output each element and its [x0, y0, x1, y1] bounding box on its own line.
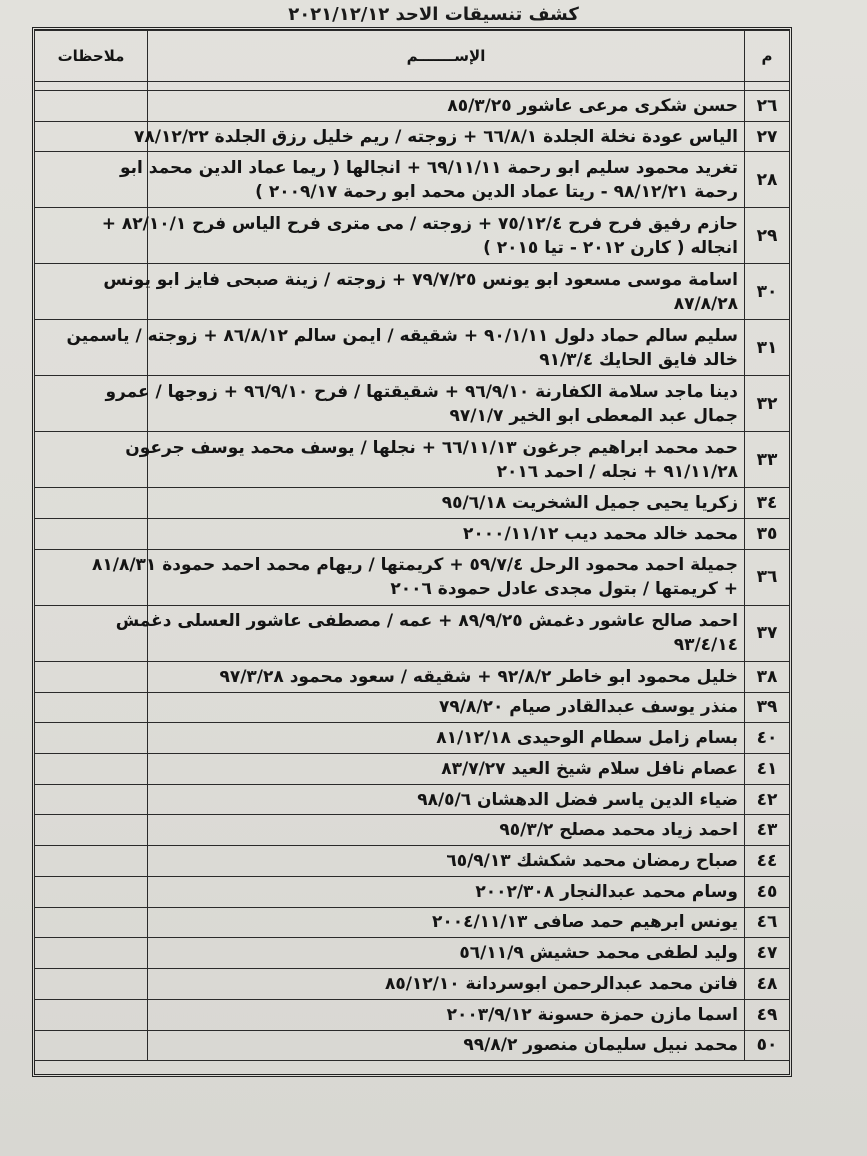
row-name: [148, 969, 745, 1000]
row-name: [92, 549, 745, 605]
table-row: [35, 488, 790, 519]
table-row: [35, 661, 790, 692]
table-row: [35, 907, 790, 938]
row-notes: [35, 815, 148, 846]
header-name: الإســـــــم: [148, 31, 745, 82]
row-number: ٥٠: [745, 1030, 790, 1061]
row-number: ٣١: [745, 320, 790, 376]
row-number: ٣٤: [745, 488, 790, 519]
row-notes: [35, 519, 148, 550]
row-name: [148, 692, 745, 723]
row-name: [120, 152, 745, 208]
table-row: [35, 723, 790, 754]
names-table: [34, 30, 790, 1061]
table-row: [35, 432, 790, 488]
row-name: [148, 754, 745, 785]
table-row: [35, 320, 790, 376]
row-name-line: صباح رمضان محمد شكشك ٦٥/٩/١٣: [446, 851, 738, 872]
row-name: [148, 91, 745, 122]
row-name: [125, 432, 745, 488]
row-number: ٣٢: [745, 376, 790, 432]
row-number: ٢٦: [745, 91, 790, 122]
table-row: [35, 208, 790, 264]
table-row: [35, 1030, 790, 1061]
row-name-line: انجاله ( كارن ٢٠١٢ - تيا ٢٠١٥ ): [483, 237, 738, 258]
row-number: ٤٩: [745, 999, 790, 1030]
row-name: [148, 784, 745, 815]
row-name: [115, 605, 745, 661]
row-number: ٢٩: [745, 208, 790, 264]
row-number: ٣٠: [745, 264, 790, 320]
header-number: م: [745, 31, 790, 82]
row-number: ٣٩: [745, 692, 790, 723]
row-name-line: اسامة موسى مسعود ابو يونس ٧٩/٧/٢٥ + زوجته / زينة صبحى فايز ابو يونس: [103, 269, 738, 290]
row-name-line: دينا ماجد سلامة الكفارنة ٩٦/٩/١٠ + شقيقتها / فرح ٩٦/٩/١٠ + زوجها / عمرو: [105, 381, 738, 402]
row-number: ٤١: [745, 754, 790, 785]
page-title: كشف تنسيقات الاحد ٢٠٢١/١٢/١٢: [288, 4, 579, 25]
row-notes: [35, 488, 148, 519]
row-name-line: محمد نبيل سليمان منصور ٩٩/٨/٢: [463, 1035, 738, 1056]
row-name: [148, 846, 745, 877]
row-name: [148, 815, 745, 846]
row-name-line: جميلة احمد محمود الرحل ٥٩/٧/٤ + كريمتها / ريهام محمد احمد حمودة ٨١/٨/٣١: [92, 555, 738, 576]
row-name-line: تغريد محمود سليم ابو رحمة ٦٩/١١/١١ + انجالها ( ريما عماد الدين محمد ابو: [120, 157, 738, 178]
row-notes: [35, 1030, 148, 1061]
row-name-line: ٨٧/٨/٢٨: [673, 293, 738, 314]
table-row: [35, 605, 790, 661]
row-number: ٤٨: [745, 969, 790, 1000]
row-name-line: ٩٣/٤/١٤: [673, 635, 738, 656]
row-name-line: خالد فايق الحايك ٩١/٣/٤: [539, 349, 738, 370]
row-name: [148, 938, 745, 969]
row-name: [105, 376, 745, 432]
table-row: [35, 264, 790, 320]
row-name: [66, 320, 745, 376]
row-number: ٣٣: [745, 432, 790, 488]
row-number: ٣٥: [745, 519, 790, 550]
row-notes: [35, 661, 148, 692]
row-name-line: عصام نافل سلام شيخ العيد ٨٣/٧/٢٧: [441, 758, 738, 779]
row-notes: [35, 754, 148, 785]
table-row: [35, 519, 790, 550]
row-number: ٣٧: [745, 605, 790, 661]
row-notes: [35, 723, 148, 754]
row-name-line: حمد محمد ابراهيم جرغون ٦٦/١١/١٣ + نجلها / يوسف محمد يوسف جرعون: [125, 437, 738, 458]
row-number: ٤٣: [745, 815, 790, 846]
row-name: [148, 723, 745, 754]
table-row: [35, 815, 790, 846]
row-name-line: وليد لطفى محمد حشيش ٥٦/١١/٩: [459, 943, 738, 964]
table-row: [35, 876, 790, 907]
row-name-line: منذر يوسف عبدالقادر صيام ٧٩/٨/٢٠: [439, 697, 738, 718]
row-notes: [35, 846, 148, 877]
row-name-line: خليل محمود ابو خاطر ٩٢/٨/٢ + شقيقه / سعود محمود ٩٧/٣/٢٨: [219, 666, 738, 687]
row-name-line: احمد زياد محمد مصلح ٩٥/٣/٢: [499, 820, 738, 841]
table-row: [35, 754, 790, 785]
row-notes: [35, 784, 148, 815]
table-row: [35, 549, 790, 605]
row-name-line: حسن شكرى مرعى عاشور ٨٥/٣/٢٥: [447, 95, 738, 116]
row-number: ٣٨: [745, 661, 790, 692]
row-number: ٤٤: [745, 846, 790, 877]
row-number: ٤٥: [745, 876, 790, 907]
row-name-line: بسام زامل سطام الوحيدى ٨١/١٢/١٨: [436, 728, 738, 749]
row-name-line: الياس عودة نخلة الجلدة ٦٦/٨/١ + زوجته / ريم خليل رزق الجلدة ٧٨/١٢/٢٢: [134, 126, 738, 147]
row-name-line: وسام محمد عبدالنجار ٢٠٠٢/٣٠٨: [475, 881, 738, 902]
row-notes: [35, 938, 148, 969]
row-name-line: فاتن محمد عبدالرحمن ابوسردانة ٨٥/١٢/١٠: [384, 973, 738, 994]
row-notes: [35, 907, 148, 938]
row-name-line: جمال عبد المعطى ابو الخير ٩٧/١/٧: [449, 405, 738, 426]
row-name: [148, 999, 745, 1030]
row-name: [148, 907, 745, 938]
row-name: [148, 1030, 745, 1061]
header-notes: ملاحظات: [35, 31, 148, 82]
row-name: [148, 661, 745, 692]
row-name-line: اسما مازن حمزة حسونة ٢٠٠٣/٩/١٢: [446, 1004, 738, 1025]
table-row: [35, 969, 790, 1000]
row-notes: [35, 999, 148, 1030]
row-name-line: يونس ابرهيم حمد صافى ٢٠٠٤/١١/١٣: [431, 912, 738, 933]
row-notes: [35, 692, 148, 723]
row-name-line: محمد خالد محمد ديب ٢٠٠٠/١١/١٢: [462, 524, 738, 545]
row-name: [148, 876, 745, 907]
row-number: ٤٠: [745, 723, 790, 754]
row-number: ٢٨: [745, 152, 790, 208]
row-number: ٣٦: [745, 549, 790, 605]
row-name-line: حازم رفيق فرح فرح ٧٥/١٢/٤ + زوجته / مى مترى فرح الياس فرح ٨٢/١٠/١ +: [101, 213, 738, 234]
row-name: [134, 121, 745, 152]
row-name-line: زكريا يحيى جميل الشخريت ٩٥/٦/١٨: [441, 493, 738, 514]
table-body: [35, 82, 790, 1061]
row-notes: [35, 876, 148, 907]
table-row: [35, 846, 790, 877]
table-row: [35, 692, 790, 723]
row-notes: [35, 121, 148, 152]
row-name-line: ٩١/١١/٢٨ + نجله / احمد ٢٠١٦: [496, 461, 738, 482]
table-row: [35, 121, 790, 152]
row-name: [103, 264, 745, 320]
row-name: [101, 208, 745, 264]
row-number: ٤٦: [745, 907, 790, 938]
row-name-line: ضياء الدين ياسر فضل الدهشان ٩٨/٥/٦: [417, 789, 738, 810]
row-notes: [35, 91, 148, 122]
table-row: [35, 999, 790, 1030]
row-name-line: + كريمتها / بتول مجدى عادل حمودة ٢٠٠٦: [390, 579, 738, 600]
table-row: [35, 938, 790, 969]
table-row: [35, 152, 790, 208]
row-name-line: احمد صالح عاشور دغمش ٨٩/٩/٢٥ + عمه / مصطفى عاشور العسلى دغمش: [115, 611, 738, 632]
table-row: [35, 91, 790, 122]
row-name: [148, 488, 745, 519]
row-name-line: رحمة ٩٨/١٢/٢١ - ريتا عماد الدين محمد ابو رحمة ٢٠٠٩/١٧ ): [255, 181, 738, 202]
row-number: ٢٧: [745, 121, 790, 152]
table-row: [35, 784, 790, 815]
row-number: ٤٧: [745, 938, 790, 969]
row-notes: [35, 969, 148, 1000]
table-header-row: [35, 31, 790, 82]
row-name: [148, 519, 745, 550]
row-name-line: سليم سالم حماد دلول ٩٠/١/١١ + شقيقه / ايمن سالم ٨٦/٨/١٢ + زوجته / ياسمين: [66, 325, 738, 346]
table-row: [35, 376, 790, 432]
spacer-row: [35, 82, 790, 91]
row-number: ٤٢: [745, 784, 790, 815]
